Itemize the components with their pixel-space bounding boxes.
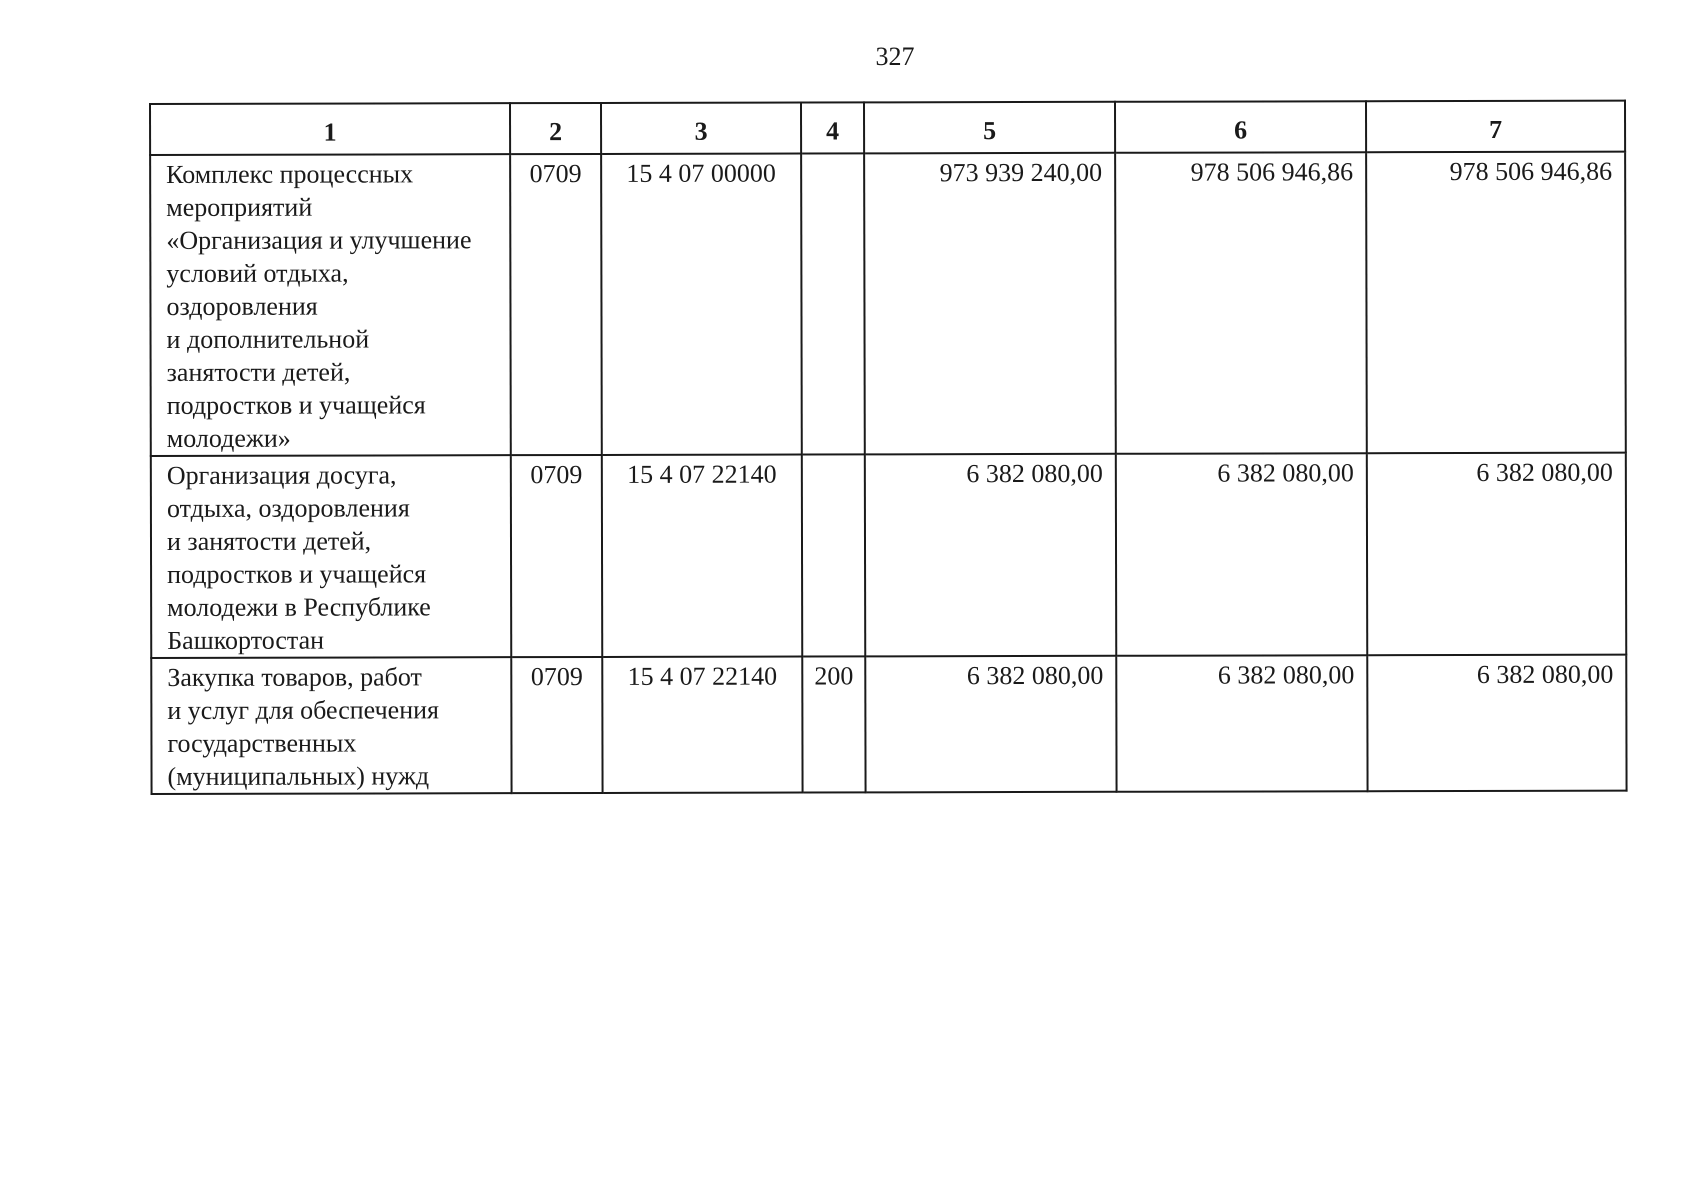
row-name-line: подростков и учащейся — [167, 559, 427, 589]
row-name-line: «Организация и улучшение — [166, 225, 472, 255]
row-name-line: молодежи в Республике — [167, 592, 431, 622]
row-name-line: и услуг для обеспечения — [167, 695, 439, 725]
column-header-5: 5 — [864, 102, 1115, 154]
row-name-line: (муниципальных) нужд — [167, 761, 430, 791]
table-row — [151, 655, 1626, 794]
row-name-line: условий отдыха, — [166, 258, 349, 288]
row-name-line: молодежи» — [166, 423, 291, 453]
row-name-line: государственных — [167, 728, 357, 758]
section-code-cell: 0709 — [511, 455, 602, 657]
row-name-line: Организация досуга, — [166, 460, 397, 490]
row-name-line: Башкортостан — [167, 625, 325, 655]
column-header-7: 7 — [1366, 101, 1625, 153]
column-header-4: 4 — [801, 102, 864, 153]
row-name-cell — [151, 455, 511, 658]
amount-col7-cell: 978 506 946,86 — [1366, 152, 1626, 454]
table-row — [151, 453, 1626, 658]
section-code-cell: 0709 — [510, 154, 602, 455]
target-code-cell: 15 4 07 22140 — [602, 657, 802, 793]
row-name-line: оздоровления — [166, 291, 318, 321]
target-code-cell: 15 4 07 22140 — [602, 455, 802, 657]
table-row — [150, 152, 1626, 456]
column-header-1: 1 — [150, 103, 510, 155]
amount-col6-cell: 978 506 946,86 — [1115, 152, 1367, 454]
amount-col7-cell: 6 382 080,00 — [1367, 453, 1626, 656]
column-header-2: 2 — [510, 103, 601, 154]
column-header-3: 3 — [601, 103, 801, 154]
amount-col5-cell: 973 939 240,00 — [864, 153, 1116, 455]
row-name-line: Закупка товаров, работ — [167, 662, 422, 692]
amount-col5-cell: 6 382 080,00 — [865, 656, 1116, 793]
expense-type-cell: 200 — [802, 656, 865, 792]
amount-col6-cell: 6 382 080,00 — [1116, 655, 1367, 792]
row-name-line: отдыха, оздоровления — [166, 493, 410, 523]
column-header-6: 6 — [1115, 101, 1366, 153]
amount-col6-cell: 6 382 080,00 — [1116, 453, 1367, 656]
row-name-line: мероприятий — [166, 192, 313, 222]
amount-col7-cell: 6 382 080,00 — [1367, 655, 1626, 792]
row-name-line: подростков и учащейся — [166, 390, 426, 420]
page-number: 327 — [875, 42, 915, 71]
row-name-line: Комплекс процессных — [166, 159, 414, 189]
row-name-line: и дополнительной — [166, 324, 370, 354]
expense-type-cell — [801, 153, 865, 454]
budget-table — [149, 100, 1628, 795]
row-name-cell — [151, 657, 511, 794]
amount-col5-cell: 6 382 080,00 — [865, 454, 1116, 657]
target-code-cell: 15 4 07 00000 — [601, 154, 802, 455]
row-name-cell — [150, 154, 511, 456]
row-name-line: и занятости детей, — [166, 526, 372, 556]
table-header-row — [150, 101, 1625, 155]
expense-type-cell — [802, 454, 865, 656]
section-code-cell: 0709 — [511, 657, 602, 793]
row-name-line: занятости детей, — [166, 357, 351, 387]
